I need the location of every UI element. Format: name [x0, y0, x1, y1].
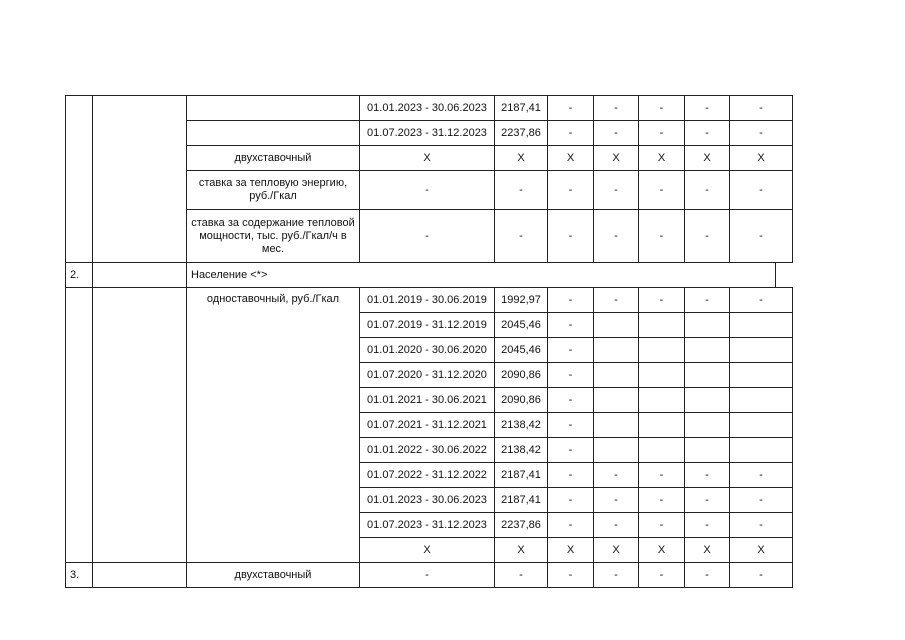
section-row: [66, 263, 793, 288]
value-cell: -: [495, 210, 548, 263]
col-cell: -: [685, 563, 730, 588]
col-cell: -: [594, 96, 639, 121]
col-cell: -: [685, 513, 730, 538]
col-cell: [730, 363, 793, 388]
col-cell: -: [730, 563, 793, 588]
col-cell: [730, 438, 793, 463]
period-cell: 01.07.2019 - 31.12.2019: [360, 313, 495, 338]
col-cell: X: [548, 538, 594, 563]
tariff-table: [65, 95, 793, 588]
period-cell: 01.07.2023 - 31.12.2023: [360, 121, 495, 146]
period-cell: 01.01.2021 - 30.06.2021: [360, 388, 495, 413]
value-cell: 2237,86: [495, 513, 548, 538]
col-cell: X: [594, 538, 639, 563]
value-cell: 2138,42: [495, 438, 548, 463]
col-cell: [730, 313, 793, 338]
label-cell: ставка за содержание тепловой мощности, тыс. руб./Гкал/ч в мес.: [187, 210, 360, 263]
col-cell: -: [548, 413, 594, 438]
col-cell: -: [548, 488, 594, 513]
col-cell: [594, 313, 639, 338]
col-cell: -: [639, 121, 685, 146]
col-cell: -: [594, 463, 639, 488]
col-cell: [685, 313, 730, 338]
col-cell: X: [639, 538, 685, 563]
col-cell: -: [548, 438, 594, 463]
name-cell: [93, 96, 187, 263]
col-cell: [685, 388, 730, 413]
col-cell: -: [548, 210, 594, 263]
col-cell: -: [685, 171, 730, 210]
col-cell: X: [639, 146, 685, 171]
col-cell: [730, 388, 793, 413]
value-cell: 2045,46: [495, 338, 548, 363]
col-cell: -: [730, 171, 793, 210]
label-cell: двухставочный: [187, 563, 360, 588]
period-cell: X: [360, 146, 495, 171]
col-cell: -: [685, 121, 730, 146]
period-cell: 01.01.2023 - 30.06.2023: [360, 96, 495, 121]
col-cell: [685, 438, 730, 463]
period-cell: 01.01.2019 - 30.06.2019: [360, 288, 495, 313]
label-cell: [187, 96, 360, 121]
table-row: [66, 288, 793, 313]
section-row: [66, 563, 793, 588]
spacer-cell: [776, 263, 793, 288]
col-cell: -: [730, 121, 793, 146]
name-cell: [93, 288, 187, 563]
col-cell: -: [639, 171, 685, 210]
col-cell: X: [685, 538, 730, 563]
col-cell: -: [730, 513, 793, 538]
num-cell: [66, 288, 93, 563]
col-cell: [639, 338, 685, 363]
value-cell: 2045,46: [495, 313, 548, 338]
period-cell: X: [360, 538, 495, 563]
col-cell: [685, 338, 730, 363]
period-cell: 01.07.2021 - 31.12.2021: [360, 413, 495, 438]
col-cell: [639, 413, 685, 438]
col-cell: -: [730, 463, 793, 488]
label-cell: [187, 121, 360, 146]
col-cell: -: [548, 288, 594, 313]
col-cell: -: [548, 121, 594, 146]
col-cell: -: [685, 210, 730, 263]
value-cell: X: [495, 146, 548, 171]
section-number: 3.: [66, 563, 93, 588]
col-cell: -: [594, 171, 639, 210]
col-cell: -: [730, 210, 793, 263]
col-cell: -: [685, 463, 730, 488]
col-cell: [639, 438, 685, 463]
label-cell: двухставочный: [187, 146, 360, 171]
value-cell: 1992,97: [495, 288, 548, 313]
col-cell: X: [730, 146, 793, 171]
col-cell: [685, 363, 730, 388]
col-cell: -: [548, 463, 594, 488]
col-cell: -: [639, 488, 685, 513]
value-cell: -: [495, 563, 548, 588]
col-cell: -: [548, 363, 594, 388]
value-cell: 2187,41: [495, 488, 548, 513]
col-cell: X: [685, 146, 730, 171]
value-cell: 2138,42: [495, 413, 548, 438]
col-cell: X: [548, 146, 594, 171]
period-cell: 01.01.2020 - 30.06.2020: [360, 338, 495, 363]
section-title: Население <*>: [187, 263, 776, 288]
value-cell: 2237,86: [495, 121, 548, 146]
value-cell: 2090,86: [495, 388, 548, 413]
col-cell: -: [639, 210, 685, 263]
name-cell: [93, 263, 187, 288]
col-cell: [730, 413, 793, 438]
col-cell: -: [594, 210, 639, 263]
section-number: 2.: [66, 263, 93, 288]
col-cell: [639, 388, 685, 413]
period-cell: 01.07.2020 - 31.12.2020: [360, 363, 495, 388]
col-cell: -: [548, 96, 594, 121]
col-cell: [730, 338, 793, 363]
col-cell: X: [730, 538, 793, 563]
col-cell: -: [685, 288, 730, 313]
col-cell: [594, 413, 639, 438]
col-cell: -: [548, 171, 594, 210]
col-cell: [594, 363, 639, 388]
col-cell: -: [639, 513, 685, 538]
period-cell: 01.07.2022 - 31.12.2022: [360, 463, 495, 488]
col-cell: -: [548, 388, 594, 413]
col-cell: [594, 438, 639, 463]
col-cell: X: [594, 146, 639, 171]
col-cell: -: [685, 488, 730, 513]
col-cell: -: [639, 563, 685, 588]
period-cell: 01.01.2022 - 30.06.2022: [360, 438, 495, 463]
col-cell: -: [594, 121, 639, 146]
name-cell: [93, 563, 187, 588]
col-cell: -: [548, 338, 594, 363]
col-cell: -: [639, 463, 685, 488]
col-cell: -: [594, 288, 639, 313]
label-cell: одноставочный, руб./Гкал: [187, 288, 360, 563]
col-cell: [639, 363, 685, 388]
col-cell: -: [685, 96, 730, 121]
period-cell: -: [360, 171, 495, 210]
col-cell: -: [730, 96, 793, 121]
period-cell: -: [360, 563, 495, 588]
table-row: [66, 96, 793, 121]
value-cell: 2090,86: [495, 363, 548, 388]
col-cell: -: [639, 96, 685, 121]
value-cell: 2187,41: [495, 463, 548, 488]
col-cell: [639, 313, 685, 338]
value-cell: X: [495, 538, 548, 563]
col-cell: -: [548, 513, 594, 538]
value-cell: -: [495, 171, 548, 210]
col-cell: -: [548, 313, 594, 338]
col-cell: -: [594, 488, 639, 513]
period-cell: 01.07.2023 - 31.12.2023: [360, 513, 495, 538]
col-cell: -: [548, 563, 594, 588]
col-cell: -: [639, 288, 685, 313]
col-cell: -: [730, 488, 793, 513]
col-cell: -: [594, 563, 639, 588]
col-cell: [594, 388, 639, 413]
col-cell: -: [594, 513, 639, 538]
num-cell: [66, 96, 93, 263]
period-cell: -: [360, 210, 495, 263]
col-cell: -: [730, 288, 793, 313]
value-cell: 2187,41: [495, 96, 548, 121]
col-cell: [594, 338, 639, 363]
period-cell: 01.01.2023 - 30.06.2023: [360, 488, 495, 513]
col-cell: [685, 413, 730, 438]
label-cell: ставка за тепловую энергию, руб./Гкал: [187, 171, 360, 210]
